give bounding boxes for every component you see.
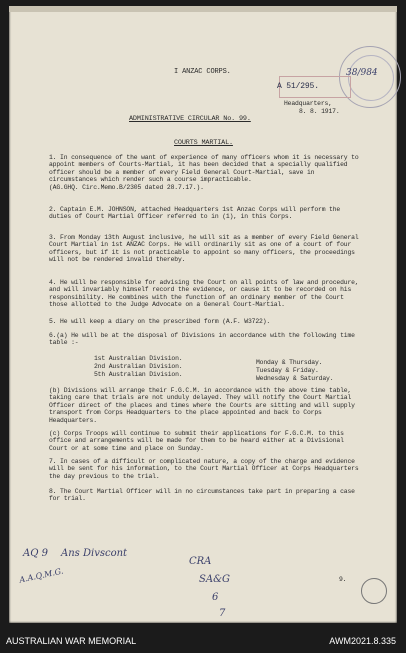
- paragraph-6b: (b) Divisions will arrange their F.G.C.M. in accordance with the above time table, taking care that trials are not unduly delayed. They will notify the Court Martial Officer direct of the places and times where the Courts are sitting and will supply transport from Corps Headquarters to the place appointed and back to Corps Headquarters.: [49, 387, 355, 424]
- handwritten-note-7: 7: [219, 608, 226, 619]
- subject-title: COURTS MARTIAL.: [174, 139, 233, 147]
- paragraph-5: 5. He will keep a diary on the prescribed form (A.F. W3722).: [49, 318, 271, 325]
- circular-title: ADMINISTRATIVE CIRCULAR No. 99.: [129, 115, 251, 123]
- handwritten-note-6: 6: [212, 592, 219, 603]
- handwritten-note-cra: CRA: [189, 556, 212, 567]
- paragraph-6c: (c) Corps Troops will continue to submit their applications for F.G.C.M. to this office and arrangements will be made for them to be heard either at a Divisional Court or at some time and place on Sunday.: [49, 430, 344, 452]
- paragraph-1: 1. In consequence of the want of experience of many officers whom it is necessary to appoint members of Courts-Martial, it has been decided that a specially qualified officer should be a member of every Field General Court-Martial, save in circumstances which render such a course impracticable.: [49, 154, 359, 184]
- stamp-number: 38/984: [346, 68, 378, 78]
- division-1: 1st Australian Division.: [94, 355, 183, 362]
- division-1-days: Monday & Thursday.: [256, 359, 323, 366]
- archive-footer: [0, 628, 406, 653]
- paragraph-2: 2. Captain E.M. JOHNSON, attached Headquarters 1st Anzac Corps will perform the duties of Court Martial Officer referred to in (1), in this Corps.: [49, 206, 341, 221]
- footer-accession: AWM2021.8.335: [329, 636, 396, 646]
- document-date: 8. 8. 1917.: [299, 108, 340, 115]
- pencil-circle: [361, 578, 387, 604]
- paragraph-7: 7. In cases of a difficult or complicated nature, a copy of the charge and evidence will be sent for his information, to the Court Martial Officer at Corps Headquarters the day previous to the trial.: [49, 458, 359, 480]
- handwritten-note-divs: Ans Divscont: [61, 548, 128, 559]
- hq-label: Headquarters,: [284, 100, 332, 107]
- footer-institution: AUSTRALIAN WAR MEMORIAL: [6, 636, 137, 646]
- division-3: 5th Australian Division.: [94, 371, 183, 378]
- document-page: [9, 6, 397, 623]
- division-3-days: Wednesday & Saturday.: [256, 375, 334, 382]
- division-2: 2nd Australian Division.: [94, 363, 183, 370]
- paragraph-1-ref: (AG.GHQ. Circ.Memo.B/2305 dated 28.7.17.).: [49, 184, 204, 191]
- paragraph-8: 8. The Court Martial Officer will in no circumstances take part in preparing a case for trial.: [49, 488, 355, 503]
- handwritten-note-sag: SA&G: [199, 574, 230, 585]
- file-reference: A 51/295.: [277, 82, 319, 91]
- handwritten-note-aq: AQ 9: [23, 548, 48, 559]
- paragraph-3: 3. From Monday 13th August inclusive, he will sit as a member of every Field General Court Martial in 1st ANZAC Corps. He will ordinarily sit as one of a court of four officers, but if it is not practicable to appoint so many officers, the proceedings will not be rendered invalid thereby.: [49, 234, 359, 264]
- division-2-days: Tuesday & Friday.: [256, 367, 319, 374]
- handwritten-note-aaqmg: A.A.Q.M.G.: [18, 566, 65, 585]
- next-paragraph-number: 9.: [339, 576, 347, 583]
- paragraph-6a: 6.(a) He will be at the disposal of Divisions in accordance with the following time table :-: [49, 332, 355, 347]
- corps-heading: I ANZAC CORPS.: [174, 68, 231, 76]
- paragraph-4: 4. He will be responsible for advising the Court on all points of law and procedure, and will invariably himself record the evidence, or cause it to be recorded on his responsibility. He combines with the function of an ordinary member of the Court those allotted to the Judge Advocate on a General Court-Martial.: [49, 279, 359, 309]
